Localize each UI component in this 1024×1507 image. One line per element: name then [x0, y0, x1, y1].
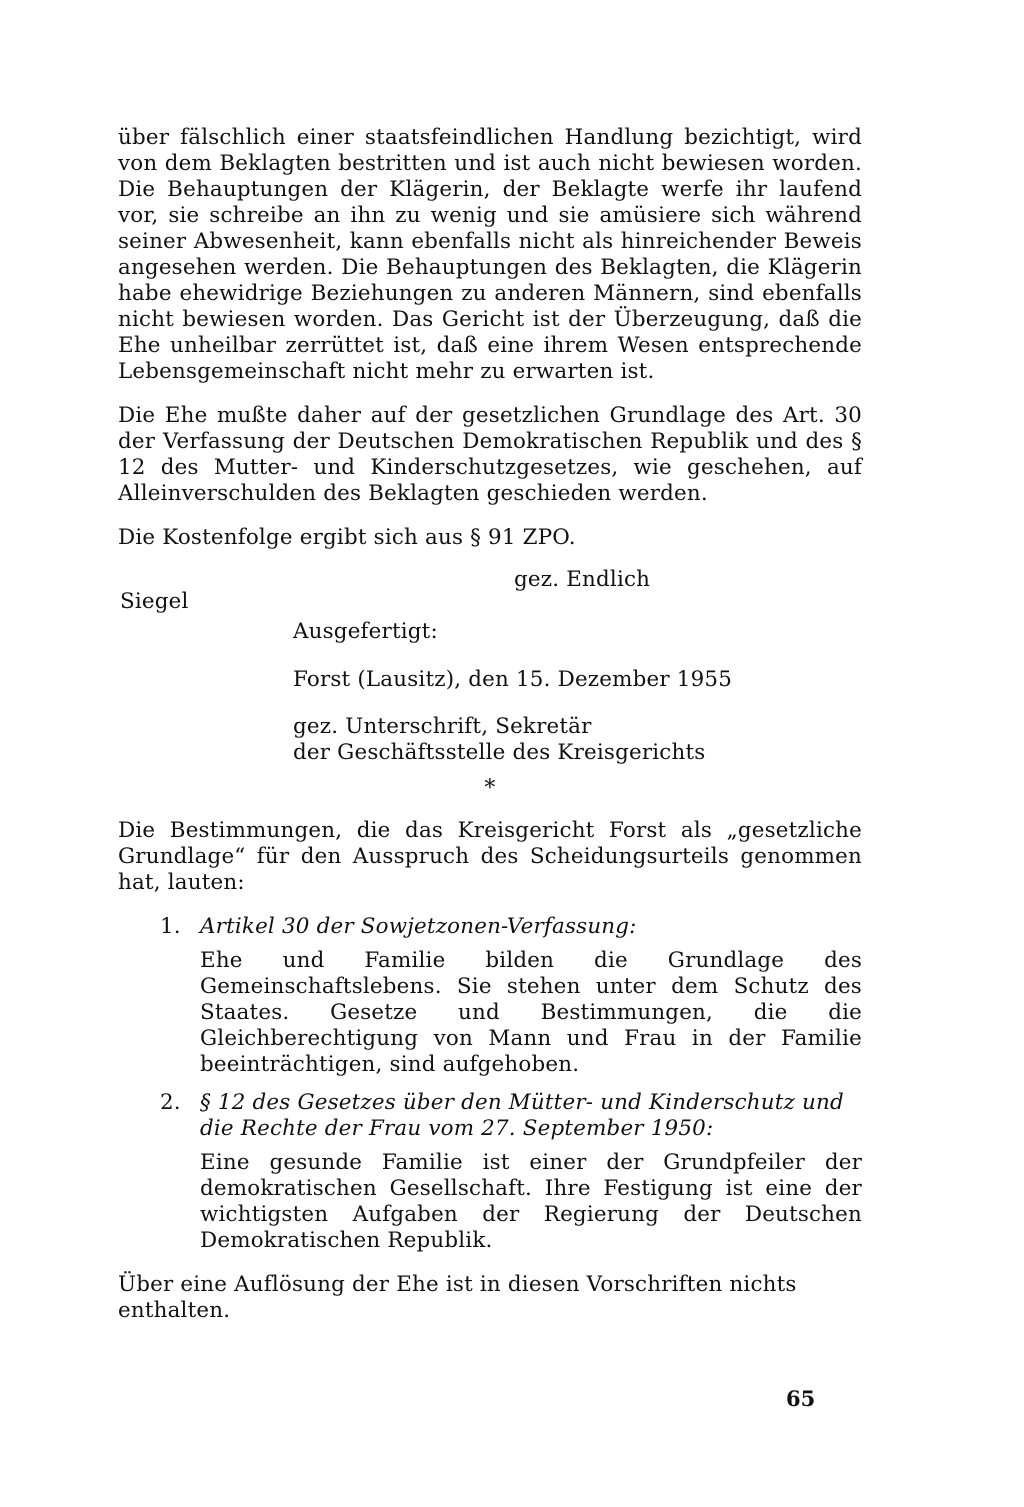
provision-number: 1.: [160, 914, 181, 939]
page-number: 65: [786, 1386, 816, 1411]
provision-text: Eine gesunde Familie ist einer der Grundpfeiler der demokratischen Gesellschaft. Ihre Festigung ist eine der wichtigsten Aufgaben der Regierung der Deutschen Demokratischen Republik.: [200, 1150, 862, 1253]
seal-label: Siegel: [120, 589, 189, 614]
clerk-signature: [293, 714, 705, 766]
clerk-signature-line-1: gez. Unterschrift, Sekretär: [293, 714, 592, 739]
provision-title: Artikel 30 der Sowjetzonen-Verfassung:: [200, 914, 637, 939]
provision-number: 2.: [160, 1090, 181, 1115]
issued-label: Ausgefertigt:: [293, 619, 438, 644]
paragraph-costs: Die Kostenfolge ergibt sich aus § 91 ZPO.: [118, 525, 576, 550]
provisions-intro: Die Bestimmungen, die das Kreisgericht Forst als „gesetzliche Grundlage“ für den Ausspruch des Scheidungsurteils genommen hat, lauten:: [118, 818, 862, 895]
judge-signature: gez. Endlich: [514, 567, 651, 592]
signature-block: [118, 567, 862, 772]
section-separator: *: [484, 776, 496, 801]
paragraph-court-findings: über fälschlich einer staatsfeindlichen Handlung bezichtigt, wird von dem Beklagten bestritten und ist auch nicht bewiesen worden. Die Behauptungen der Klägerin, der Beklagte werfe ihr laufend vor, sie schreibe an ihn zu wenig und sie amüsiere sich während seiner Abwesenheit, kann ebenfalls nicht als hinreichender Beweis angesehen werden. Die Behauptungen des Beklagten, die Klägerin habe ehewidrige Beziehungen zu anderen Männern, sind ebenfalls nicht bewiesen worden. Das Gericht ist der Überzeugung, daß die Ehe unheilbar zerrüttet ist, daß eine ihrem Wesen entsprechende Lebensgemeinschaft nicht mehr zu erwarten ist.: [118, 125, 862, 384]
provision-title: § 12 des Gesetzes über den Mütter- und Kinderschutz und die Rechte der Frau vom 27. September 1950:: [200, 1090, 844, 1141]
provision-item: [118, 1090, 862, 1254]
document-page: [118, 125, 862, 1324]
clerk-signature-line-2: der Geschäftsstelle des Kreisgerichts: [293, 740, 706, 765]
place-and-date: Forst (Lausitz), den 15. Dezember 1955: [293, 667, 733, 692]
provision-text: Ehe und Familie bilden die Grundlage des Gemeinschaftslebens. Sie stehen unter dem Schutz des Staates. Gesetze und Bestimmungen, die die Gleichberechtigung von Mann und Frau in der Familie beeinträchtigen, sind aufgehoben.: [200, 948, 862, 1077]
closing-statement: Über eine Auflösung der Ehe ist in diesen Vorschriften nichts enthalten.: [118, 1272, 797, 1323]
provisions-list: [118, 914, 862, 1254]
provision-item: [118, 914, 862, 1078]
paragraph-divorce-basis: Die Ehe mußte daher auf der gesetzlichen Grundlage des Art. 30 der Verfassung der Deutschen Demokratischen Republik und des § 12 des Mutter- und Kinderschutzgesetzes, wie geschehen, auf Alleinverschulden des Beklagten geschieden werden.: [118, 403, 862, 506]
